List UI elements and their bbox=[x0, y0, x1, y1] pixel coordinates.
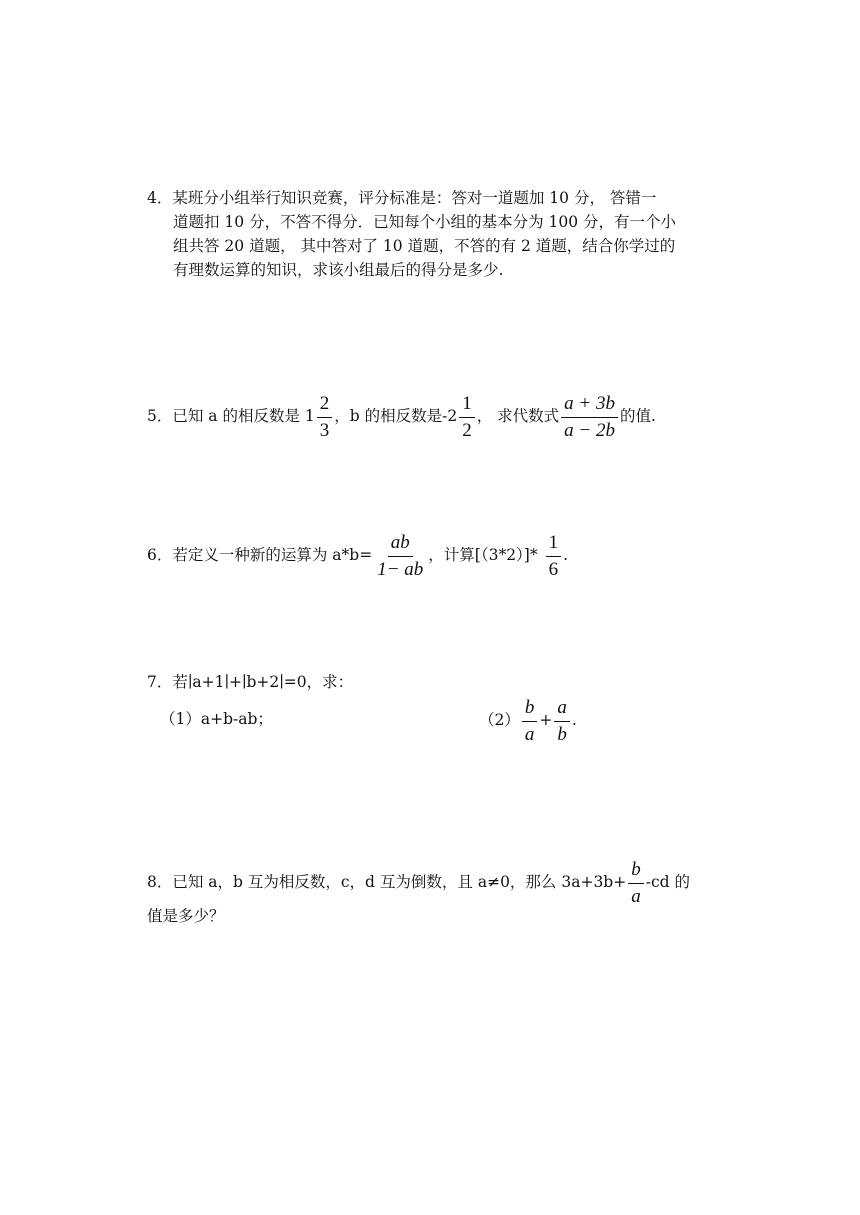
q5-frac3-numerator: a + 3b bbox=[561, 393, 618, 418]
q4-line-2: 道题扣 10 分，不答不得分．已知每个小组的基本分为 100 分，有一个小 bbox=[173, 213, 677, 231]
q4-line-3: 组共答 20 道题， 其中答对了 10 道题，不答的有 2 道题，结合你学过的 bbox=[173, 237, 676, 255]
q7-fraction-b bbox=[554, 697, 570, 746]
q5-fraction-2 bbox=[459, 393, 475, 442]
q7-stem: 7．若∣a+1∣+∣b+2∣=0，求： bbox=[147, 673, 354, 691]
q4-line-1: 4．某班分小组举行知识竞赛，评分标准是：答对一道题加 10 分， 答错一 bbox=[147, 189, 657, 207]
q5-suffix: 的值. bbox=[619, 407, 656, 425]
q8-frac-numerator: b bbox=[628, 859, 644, 884]
q5-frac1-numerator: 2 bbox=[317, 393, 333, 418]
question-5 bbox=[147, 391, 656, 442]
q7-fracB-denominator: b bbox=[557, 723, 567, 745]
q6-fraction-2 bbox=[546, 532, 562, 581]
q5-frac2-numerator: 1 bbox=[459, 393, 475, 418]
q5-fraction-1 bbox=[317, 393, 333, 442]
q8-line-2: 值是多少？ bbox=[147, 907, 225, 925]
q7-fracB-numerator: a bbox=[554, 697, 570, 722]
q5-frac2-denominator: 2 bbox=[462, 419, 472, 441]
q8-suffix: -cd 的 bbox=[645, 873, 690, 891]
q4-line-4: 有理数运算的知识，求该小组最后的得分是多少. bbox=[173, 261, 504, 279]
q7-fracA-numerator: b bbox=[522, 697, 538, 722]
q5-fraction-3 bbox=[561, 393, 618, 442]
q8-frac-denominator: a bbox=[631, 885, 641, 907]
q5-frac1-denominator: 3 bbox=[319, 419, 330, 441]
q6-frac1-denominator: 1− ab bbox=[377, 558, 424, 580]
q7-suffix: . bbox=[571, 711, 577, 729]
q7-fracA-denominator: a bbox=[524, 723, 535, 745]
q8-fraction bbox=[628, 859, 644, 908]
q7-part-2 bbox=[479, 695, 577, 746]
q5-frac3-denominator: a − 2b bbox=[564, 419, 615, 441]
q5-prefix: 5．已知 a 的相反数是 1 bbox=[147, 407, 315, 425]
q6-frac2-numerator: 1 bbox=[546, 532, 562, 557]
q6-suffix: . bbox=[563, 546, 569, 564]
q6-frac2-denominator: 6 bbox=[548, 558, 559, 580]
q6-mid: ，计算[（3*2）]* bbox=[428, 546, 538, 564]
q7-part2-label: （2） bbox=[479, 711, 520, 729]
q7-fraction-a bbox=[522, 697, 538, 746]
question-6 bbox=[147, 530, 568, 581]
q8-prefix: 8．已知 a，b 互为相反数，c，d 互为倒数，且 a≠0，那么 3a+3b+ bbox=[147, 873, 627, 891]
q6-prefix: 6．若定义一种新的运算为 a*b= bbox=[147, 546, 373, 564]
q5-mid2: ， 求代数式 bbox=[476, 407, 560, 425]
q6-frac1-numerator: ab bbox=[388, 532, 413, 557]
q8-line-1 bbox=[147, 857, 690, 908]
q7-part-1: （1）a+b-ab； bbox=[160, 710, 273, 728]
q5-mid1: ，b 的相反数是-2 bbox=[334, 407, 458, 425]
q6-fraction-1 bbox=[374, 532, 426, 581]
q7-plus: + bbox=[539, 711, 553, 729]
